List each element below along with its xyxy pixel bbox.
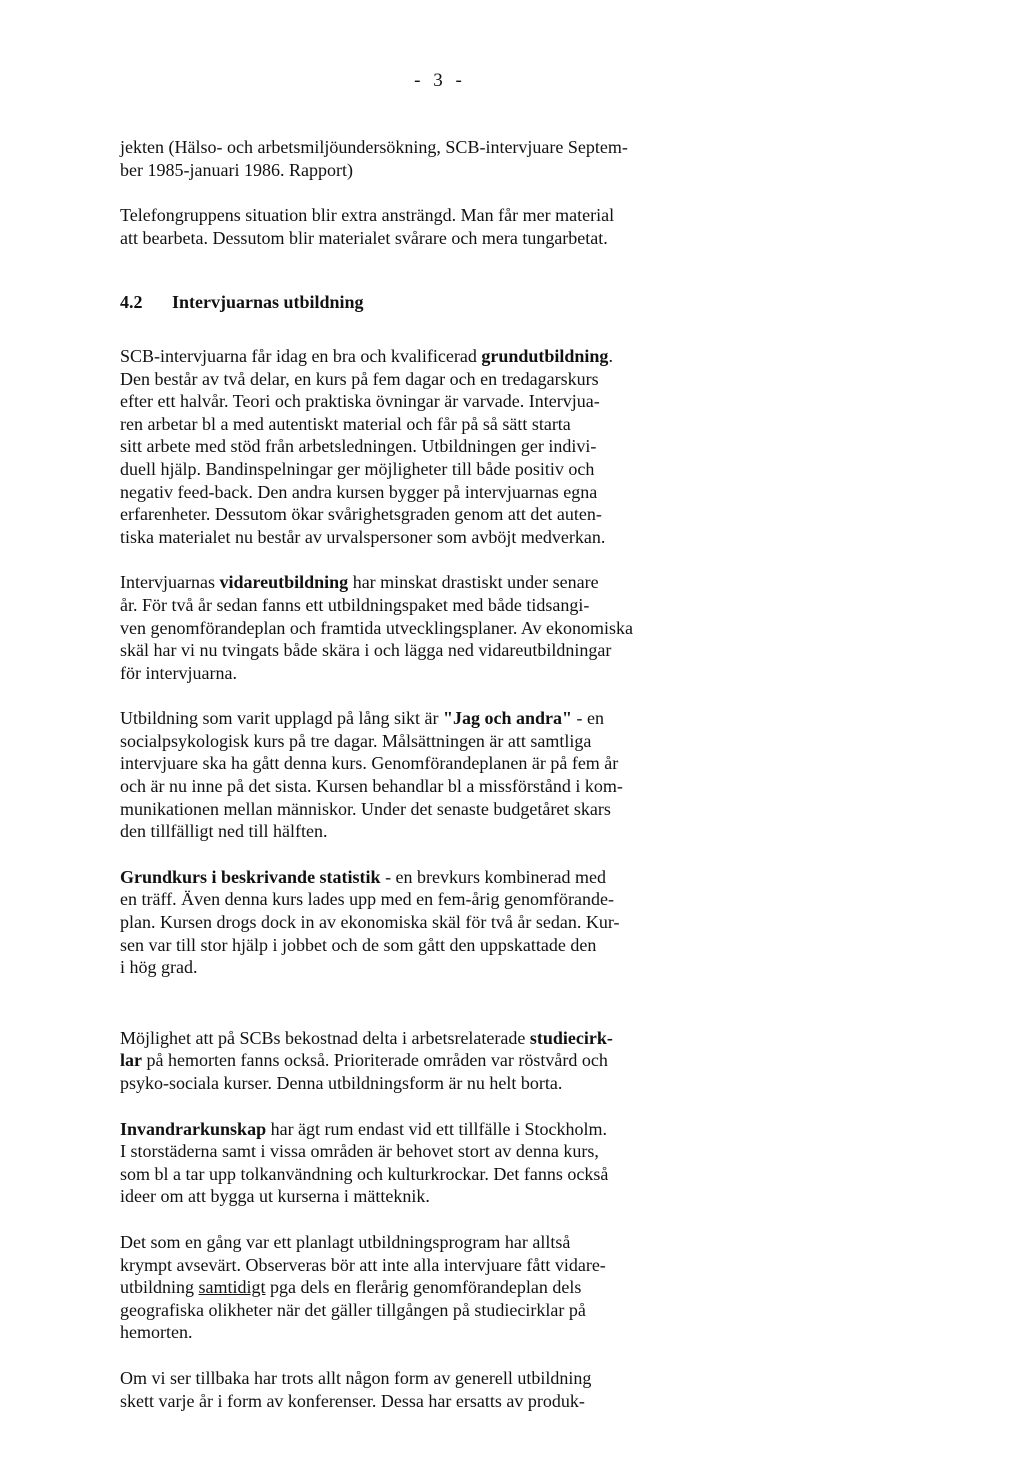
text-run: .: [608, 345, 613, 366]
section-heading: [120, 291, 855, 314]
text-line: krympt avsevärt. Observeras bör att inte alla intervjuare fått vidare-: [120, 1254, 606, 1275]
page-number: - 3 -: [414, 70, 466, 91]
text-line: för intervjuarna.: [120, 662, 237, 683]
emphasis-term: "Jag och andra": [442, 708, 572, 729]
text-line: [120, 345, 855, 368]
underlined-term: samtidigt: [198, 1277, 266, 1298]
emphasis-term: lar: [120, 1050, 142, 1071]
paragraph-basic-training: [120, 345, 855, 548]
text-line: efter ett halvår. Teori och praktiska övningar är varvade. Intervjua-: [120, 391, 600, 412]
text-run: på hemorten fanns också. Prioriterade områden var röstvård och: [142, 1050, 608, 1071]
paragraph-statistics-course: [120, 866, 855, 979]
emphasis-term: Grundkurs i beskrivande statistik: [120, 866, 381, 887]
paragraph-program-shrunk: [120, 1231, 855, 1344]
text-line: Om vi ser tillbaka har trots allt någon form av generell utbildning: [120, 1367, 592, 1388]
text-run: har minskat drastiskt under senare: [348, 572, 599, 593]
text-run: - en brevkurs kombinerad med: [380, 866, 606, 887]
text-line: och är nu inne på det sista. Kursen behandlar bl a missförstånd i kom-: [120, 776, 623, 797]
text-run: Intervjuarnas: [120, 572, 220, 593]
text-line: [120, 707, 855, 730]
text-line: skäl har vi nu tvingats både skära i och lägga ned vidareutbildningar: [120, 640, 612, 661]
paragraph-jag-och-andra: [120, 707, 855, 843]
paragraph-study-circles: [120, 1027, 855, 1095]
text-line: [120, 1049, 855, 1072]
text-line: [120, 1276, 855, 1299]
text-line: sitt arbete med stöd från arbetsledningen. Utbildningen ger indivi-: [120, 436, 597, 457]
text-line: plan. Kursen drogs dock in av ekonomiska skäl för två år sedan. Kur-: [120, 912, 620, 933]
text-line: tiska materialet nu består av urvalspersoner som avböjt medverkan.: [120, 526, 606, 547]
text-line: sen var till stor hjälp i jobbet och de som gått den uppskattade den: [120, 934, 597, 955]
text-line: ren arbetar bl a med autentiskt material och får på så sätt starta: [120, 413, 571, 434]
emphasis-term: studiecirk-: [529, 1027, 613, 1048]
text-line: munikationen mellan människor. Under det senaste budgetåret skars: [120, 798, 611, 819]
text-line: Telefongruppens situation blir extra ansträngd. Man får mer material: [120, 205, 615, 226]
text-line: att bearbeta. Dessutom blir materialet svårare och mera tungarbetat.: [120, 227, 608, 248]
text-run: har ägt rum endast vid ett tillfälle i Stockholm.: [266, 1118, 608, 1139]
paragraph-further-training: [120, 571, 855, 684]
text-line: [120, 1118, 855, 1141]
text-line: ber 1985-januari 1986. Rapport): [120, 159, 353, 180]
paragraph-immigrant-knowledge: [120, 1118, 855, 1208]
text-line: i hög grad.: [120, 957, 198, 978]
paragraph-conferences: [120, 1367, 855, 1412]
text-line: ven genomförandeplan och framtida utvecklingsplaner. Av ekonomiska: [120, 617, 634, 638]
section-number: 4.2: [120, 292, 143, 313]
paragraph-telephone-group: [120, 204, 855, 249]
text-run: utbildning: [120, 1277, 199, 1298]
text-line: den tillfälligt ned till hälften.: [120, 821, 328, 842]
text-line: erfarenheter. Dessutom ökar svårighetsgraden genom att det auten-: [120, 504, 602, 525]
document-body: [120, 136, 855, 1435]
text-line: [120, 1027, 855, 1050]
paragraph-intro-continuation: [120, 136, 855, 181]
text-run: pga dels en flerårig genomförandeplan dels: [265, 1277, 582, 1298]
emphasis-term: Invandrarkunskap: [120, 1118, 267, 1139]
text-line: jekten (Hälso- och arbetsmiljöundersökning, SCB-intervjuare Septem-: [120, 137, 628, 157]
section-title: Intervjuarnas utbildning: [172, 292, 364, 313]
text-line: psyko-sociala kurser. Denna utbildningsform är nu helt borta.: [120, 1073, 563, 1093]
text-line: hemorten.: [120, 1322, 193, 1343]
text-run: Möjlighet att på SCBs bekostnad delta i arbetsrelaterade: [120, 1027, 530, 1048]
text-line: socialpsykologisk kurs på tre dagar. Målsättningen är att samtliga: [120, 730, 592, 751]
text-run: Utbildning som varit upplagd på lång sikt är: [120, 708, 443, 729]
emphasis-term: vidareutbildning: [219, 572, 349, 593]
text-line: I storstäderna samt i vissa områden är behovet stort av denna kurs,: [120, 1141, 599, 1162]
text-run: - en: [571, 708, 604, 729]
text-line: Den består av två delar, en kurs på fem dagar och en tredagarskurs: [120, 368, 599, 389]
text-run: SCB-intervjuarna får idag en bra och kvalificerad: [120, 345, 482, 366]
text-line: som bl a tar upp tolkanvändning och kulturkrockar. Det fanns också: [120, 1163, 609, 1184]
text-line: Det som en gång var ett planlagt utbildningsprogram har alltså: [120, 1231, 571, 1252]
text-line: intervjuare ska ha gått denna kurs. Genomförandeplanen är på fem år: [120, 753, 619, 774]
text-line: [120, 866, 855, 889]
text-line: år. För två år sedan fanns ett utbildningspaket med både tidsangi-: [120, 594, 590, 615]
text-line: ideer om att bygga ut kurserna i mätteknik.: [120, 1186, 430, 1207]
text-line: skett varje år i form av konferenser. Dessa har ersatts av produk-: [120, 1390, 585, 1411]
text-line: en träff. Även denna kurs lades upp med en fem-årig genomförande-: [120, 889, 614, 910]
emphasis-term: grundutbildning: [481, 345, 609, 366]
text-line: geografiska olikheter när det gäller tillgången på studiecirklar på: [120, 1299, 586, 1320]
text-line: duell hjälp. Bandinspelningar ger möjligheter till både positiv och: [120, 458, 595, 479]
text-line: negativ feed-back. Den andra kursen bygger på intervjuarnas egna: [120, 481, 598, 502]
text-line: [120, 571, 855, 594]
